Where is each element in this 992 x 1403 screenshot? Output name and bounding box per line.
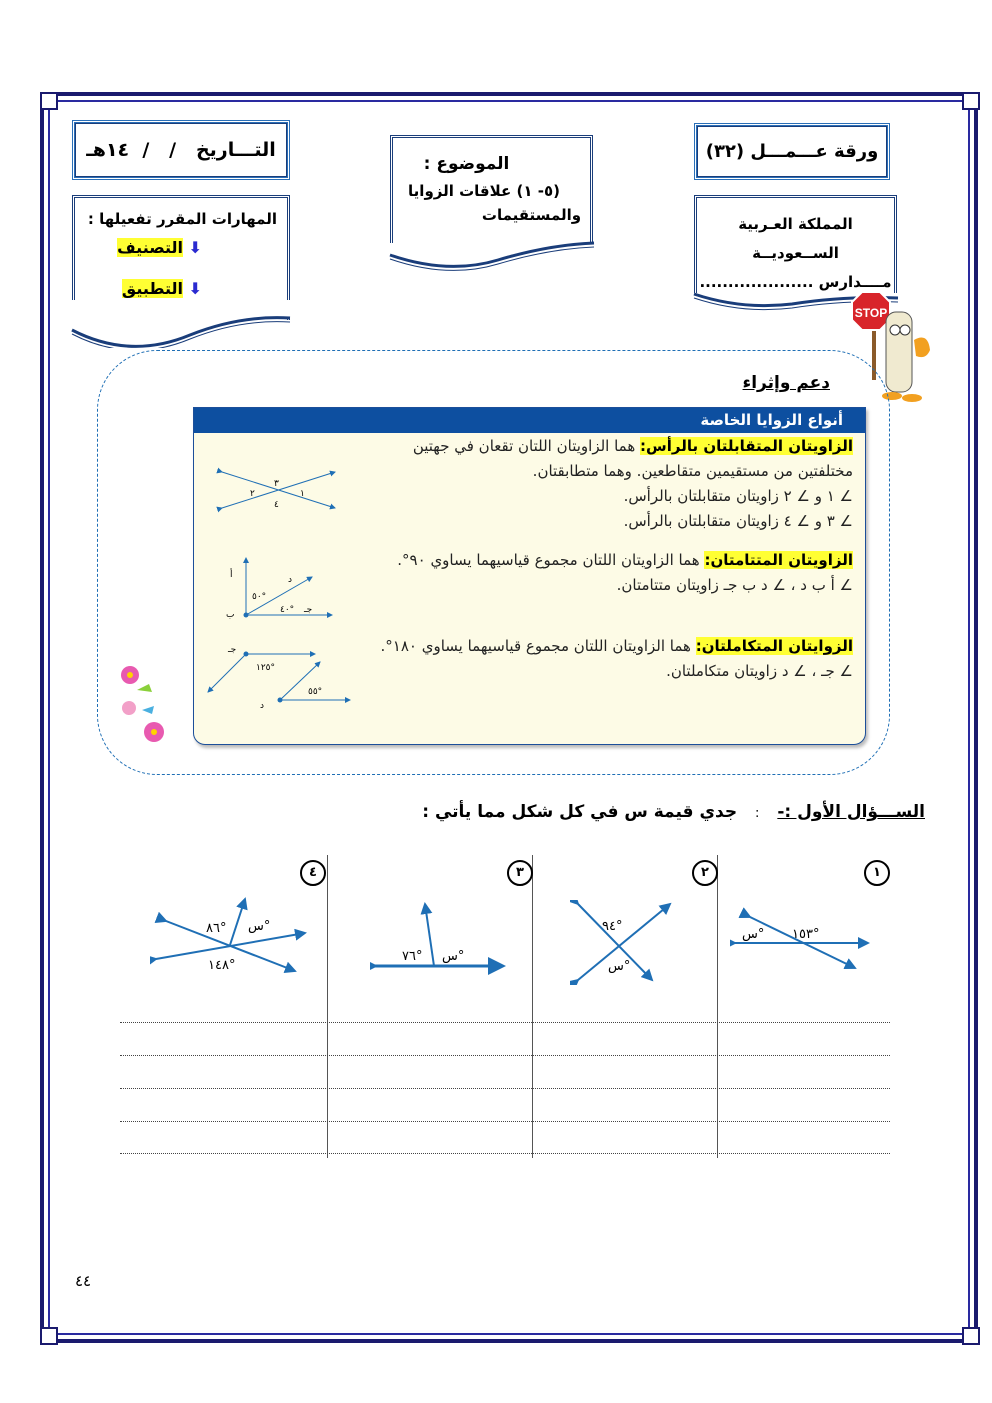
definition: هما الزاويتان اللتان تقعان في جهتين مختلفتين من مستقيمين متقاطعين. وهما متطابقتان. [412, 437, 853, 480]
flowers-decoration-icon [112, 660, 177, 750]
definition: هما الزاويتان اللتان مجموع قياسيهما يساوي ١٨٠°. [380, 637, 696, 655]
angle-label: س° [248, 919, 271, 934]
item-number: ١ [864, 860, 890, 886]
frame-corner [40, 1327, 58, 1345]
complementary-figure [220, 555, 340, 625]
column-divider [532, 855, 533, 1158]
kingdom-line2: الســعوديــة [752, 244, 839, 262]
example: ∠ أ ب د ، ∠ د ب جـ زاويتان متتامتان. [616, 576, 853, 594]
complementary-def [375, 548, 853, 598]
angle-label: س° [608, 959, 631, 974]
supplementary-figure [200, 640, 360, 710]
term: الزاويتان المتتامتان: [704, 551, 853, 569]
example: ∠ ٣ و ∠ ٤ زاويتان متقابلتان بالرأس. [623, 512, 853, 530]
vertical-angles-figure [210, 460, 350, 520]
fig-label: ١ [300, 489, 305, 499]
figure-4 [150, 895, 310, 980]
question-heading [420, 802, 925, 822]
item-number: ٣ [507, 860, 533, 886]
fig-label: ٢ [250, 489, 255, 499]
angle-label: ١٥٣° [792, 927, 820, 942]
vertical-angles-def [375, 434, 853, 534]
topic-box [390, 135, 593, 243]
fig-label: د [260, 701, 265, 710]
skill-item: التطبيق [121, 279, 184, 298]
panel-header: أنواع الزوايا الخاصة [194, 408, 865, 433]
fig-label: أ [230, 570, 233, 580]
worksheet-title: ورقة عـــمـــل (٣٢) [705, 141, 879, 162]
item-number: ٢ [692, 860, 718, 886]
fig-label: جـ [228, 645, 237, 655]
example: ∠ ١ و ∠ ٢ زاويتان متقابلتان بالرأس. [623, 487, 853, 505]
answer-line[interactable] [120, 1153, 890, 1154]
example: ∠ جـ ، ∠ د زاويتان متكاملتان. [666, 662, 853, 680]
fig-label: ٥٠° [252, 592, 267, 602]
frame-corner [962, 92, 980, 110]
angle-label: س° [742, 927, 765, 942]
angle-label: س° [442, 949, 465, 964]
kingdom-box [694, 195, 897, 293]
term: الزوايتان المتكاملتان: [695, 637, 853, 655]
figure-2 [570, 900, 680, 985]
answer-line[interactable] [120, 1055, 890, 1056]
definition: هما الزاويتان اللتان مجموع قياسيهما يساوي ٩٠°. [397, 551, 705, 569]
question-prompt: جدي قيمة س في كل شكل مما يأتي : [422, 802, 738, 822]
separator: : [755, 806, 760, 821]
figure-3 [370, 900, 510, 975]
answer-line[interactable] [120, 1121, 890, 1122]
fig-label: ٤٠° [280, 605, 295, 615]
fig-label: ب [226, 610, 235, 620]
angle-label: ٧٦° [402, 949, 423, 964]
frame-corner [962, 1327, 980, 1345]
column-divider [717, 855, 718, 1158]
angle-label: ١٤٨° [208, 958, 236, 973]
angle-label: ٩٤° [602, 919, 623, 934]
fig-label: د [288, 575, 293, 585]
figure-1 [730, 905, 875, 980]
date-label: التـــاريخ / / ١٤هـ [86, 139, 276, 161]
question-label: الســـؤال الأول :- [777, 802, 925, 822]
topic-line2: والمستقيمات [481, 206, 582, 224]
item-number: ٤ [300, 860, 326, 886]
term: الزاويتان المتقابلتان بالرأس: [640, 437, 853, 455]
topic-label: الموضوع : [423, 154, 510, 174]
angle-label: ٨٦° [206, 921, 227, 936]
skills-title: المهارات المقرر تفعيلها : [87, 210, 277, 228]
skills-box: المهارات المقرر تفعيلها : ⬇ التصنيف ⬇ التطبيق [72, 195, 290, 320]
supplementary-def [365, 634, 853, 684]
fig-label: جـ [304, 605, 313, 615]
fig-label: ١٢٥° [256, 663, 276, 673]
frame-corner [40, 92, 58, 110]
topic-line1: (٥- ١) علاقات الزوايا [408, 182, 560, 200]
skill-item: التصنيف [117, 238, 184, 257]
page-number: ٤٤ [75, 1272, 92, 1290]
stop-sign-text: STOP [854, 306, 888, 320]
fig-label: ٥٥° [308, 687, 323, 697]
answer-line[interactable] [120, 1022, 890, 1023]
fig-label: ٤ [274, 500, 279, 510]
worksheet-title-box [694, 123, 890, 180]
answer-line[interactable] [120, 1088, 890, 1089]
fig-label: ٣ [274, 479, 279, 489]
wave-bottom [388, 235, 596, 271]
kingdom-line1: المملكة العـربية [738, 215, 853, 233]
enrichment-title: دعم وإثراء [742, 373, 830, 393]
column-divider [327, 855, 328, 1158]
date-box [72, 120, 290, 180]
wave-bottom [70, 300, 292, 348]
school-line: مــــدارس .................... [699, 273, 892, 291]
